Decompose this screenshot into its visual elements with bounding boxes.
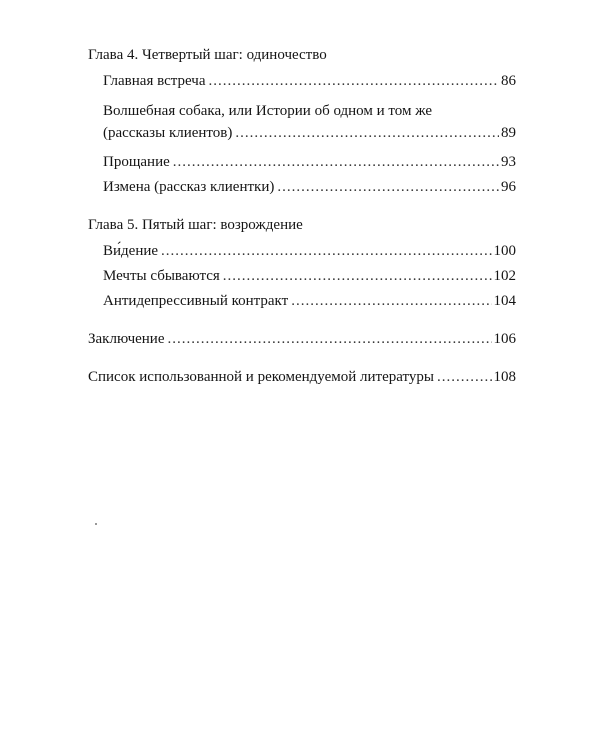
toc-page-number: 93	[501, 154, 516, 170]
toc-entry-dreams-come-true	[88, 266, 516, 286]
leader-dots	[161, 241, 491, 261]
leader-dots	[168, 329, 492, 349]
toc-entry-main-meeting	[88, 71, 516, 91]
toc-page-number: 102	[493, 268, 516, 284]
toc-page-number: 86	[501, 73, 516, 89]
toc-entry-label: Ви́дение	[103, 243, 159, 259]
toc-page-number: 96	[501, 179, 516, 195]
toc-entry-farewell	[88, 152, 516, 172]
toc-entry-vision	[88, 241, 516, 261]
toc-entry-conclusion	[88, 329, 516, 349]
toc-entry-betrayal	[88, 177, 516, 197]
leader-dots	[223, 266, 492, 286]
leader-dots	[277, 177, 499, 197]
toc-entry-bibliography	[88, 367, 516, 387]
chapter-4-title: Глава 4. Четвертый шаг: одиночество	[88, 47, 327, 63]
toc-entry-antidepressant-contract	[88, 291, 516, 311]
toc-entry-label: Измена (рассказ клиентки)	[103, 179, 275, 195]
toc-entry-label: Главная встреча	[103, 73, 206, 89]
toc-page-number: 100	[493, 243, 516, 259]
leader-dots	[291, 291, 491, 311]
toc-entry-magic-dog	[88, 123, 516, 143]
leader-dots	[235, 123, 499, 143]
paper-speck	[95, 523, 97, 525]
leader-dots	[208, 71, 499, 91]
toc-entry-label: Антидепрессивный контракт	[103, 293, 289, 309]
toc-entry-label: Мечты сбываются	[103, 268, 220, 284]
table-of-contents	[88, 45, 516, 387]
toc-page-number: 89	[501, 125, 516, 141]
leader-dots	[173, 152, 499, 172]
toc-page-number: 108	[493, 369, 516, 385]
leader-dots	[437, 367, 492, 387]
toc-entry-label: Заключение	[88, 331, 165, 347]
toc-page-number: 104	[493, 293, 516, 309]
toc-entry-label: (рассказы клиентов)	[103, 125, 233, 141]
toc-entry-label: Прощание	[103, 154, 170, 170]
toc-page-number: 106	[493, 331, 516, 347]
chapter-5-title: Глава 5. Пятый шаг: возрождение	[88, 217, 303, 233]
toc-entry-label: Список использованной и рекомендуемой литературы	[88, 369, 434, 385]
toc-entry-magic-dog-line1: Волшебная собака, или Истории об одном и том же	[103, 103, 433, 119]
